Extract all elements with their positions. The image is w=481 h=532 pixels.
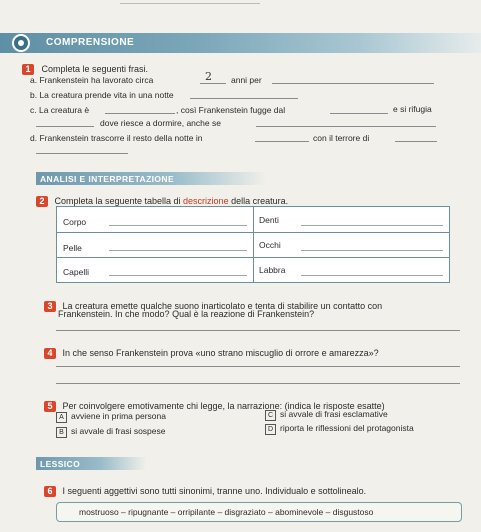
exercise-text: In che senso Frankenstein prova «uno strano miscuglio di orrore e amarezza»?	[62, 348, 379, 358]
sentence-b: b. La creatura prende vita in una notte	[30, 90, 174, 100]
exercise-title-pre: Completa la seguente tabella di	[54, 196, 184, 206]
answer-line[interactable]	[56, 366, 460, 367]
sentence-d: d. Frankenstein trascorre il resto della notte in	[30, 133, 203, 143]
lessico-band	[36, 457, 146, 470]
exercise-number: 2	[36, 196, 48, 207]
blank-line[interactable]	[330, 113, 388, 114]
table-blank[interactable]	[109, 275, 247, 276]
table-label: Corpo	[63, 217, 87, 227]
exercise-title-emphasis: descrizione	[183, 196, 229, 206]
table-blank[interactable]	[301, 250, 443, 251]
checkbox[interactable]: C	[265, 410, 276, 421]
blank-line[interactable]	[190, 98, 298, 99]
blank-line[interactable]	[36, 126, 94, 127]
option-c[interactable]: C si avvale di frasi esclamative	[265, 409, 388, 421]
table-blank[interactable]	[109, 225, 247, 226]
table-label: Pelle	[63, 243, 82, 253]
analisi-title: ANALISI E INTERPRETAZIONE	[40, 174, 175, 184]
exercise-title-post: della creatura.	[228, 196, 289, 206]
exercise-6-heading	[44, 481, 366, 499]
blank-line[interactable]	[36, 153, 128, 154]
sentence-a: a. Frankenstein ha lavorato circa	[30, 75, 154, 85]
word-list[interactable]: mostruoso – ripugnante – orripilante – disgraziato – abominevole – disgustoso	[79, 507, 374, 517]
exercise-number: 6	[44, 486, 56, 497]
option-d[interactable]: D riporta le riflessioni del protagonista	[265, 423, 414, 435]
description-table	[56, 206, 450, 283]
answer-line[interactable]	[56, 383, 460, 384]
sentence-c-tail: e si rifugia	[393, 104, 432, 114]
table-label: Occhi	[259, 240, 281, 250]
option-a[interactable]: A avviene in prima persona	[56, 411, 166, 423]
section-logo-icon	[12, 34, 30, 52]
option-b[interactable]: B si avvale di frasi sospese	[56, 426, 166, 438]
word-list-box	[56, 502, 462, 522]
checkbox[interactable]: A	[56, 412, 67, 423]
lessico-title: LESSICO	[40, 459, 81, 469]
table-blank[interactable]	[109, 250, 247, 251]
blank-line[interactable]	[395, 141, 437, 142]
analisi-band	[36, 172, 266, 185]
answer-line[interactable]	[56, 330, 460, 331]
exercise-text: Per coinvolgere emotivamente chi legge, la narrazione: (indica le risposte esatte)	[62, 401, 385, 411]
sentence-c2: dove riesce a dormire, anche se	[100, 118, 221, 128]
sentence-c: c. La creatura è	[30, 105, 90, 115]
blank-line[interactable]	[272, 83, 434, 84]
exercise-text: I seguenti aggettivi sono tutti sinonimi, tranne uno. Individualo e sottolinealo.	[62, 486, 367, 496]
handwritten-answer: 2	[205, 70, 212, 83]
checkbox[interactable]: D	[265, 424, 276, 435]
table-label: Capelli	[63, 267, 89, 277]
exercise-number: 1	[22, 64, 34, 75]
table-blank[interactable]	[301, 225, 443, 226]
sentence-c-mid: , così Frankenstein fugge dal	[176, 105, 286, 115]
exercise-4-heading	[44, 343, 379, 361]
table-divider	[57, 232, 449, 233]
section-title: COMPRENSIONE	[46, 37, 135, 48]
blank-line[interactable]	[200, 83, 226, 84]
table-label: Denti	[259, 215, 279, 225]
exercise-title: Completa le seguenti frasi.	[41, 64, 149, 74]
exercise-number: 3	[44, 301, 56, 312]
page-top-remnant	[120, 0, 260, 14]
table-divider	[253, 207, 254, 282]
blank-line[interactable]	[256, 126, 436, 127]
table-divider	[57, 257, 449, 258]
exercise-text-cont: Frankenstein. In che modo? Qual è la reazione di Frankenstein?	[58, 309, 315, 319]
checkbox[interactable]: B	[56, 427, 67, 438]
blank-line[interactable]	[255, 141, 309, 142]
exercise-number: 5	[44, 401, 56, 412]
sentence-d-tail: con il terrore di	[313, 133, 370, 143]
exercise-text: La creatura emette qualche suono inarticolato e tenta di stabilire un contatto con	[62, 301, 383, 311]
table-blank[interactable]	[301, 275, 443, 276]
table-label: Labbra	[259, 265, 286, 275]
sentence-a-tail: anni per	[231, 75, 262, 85]
exercise-number: 4	[44, 348, 56, 359]
blank-line[interactable]	[105, 113, 175, 114]
